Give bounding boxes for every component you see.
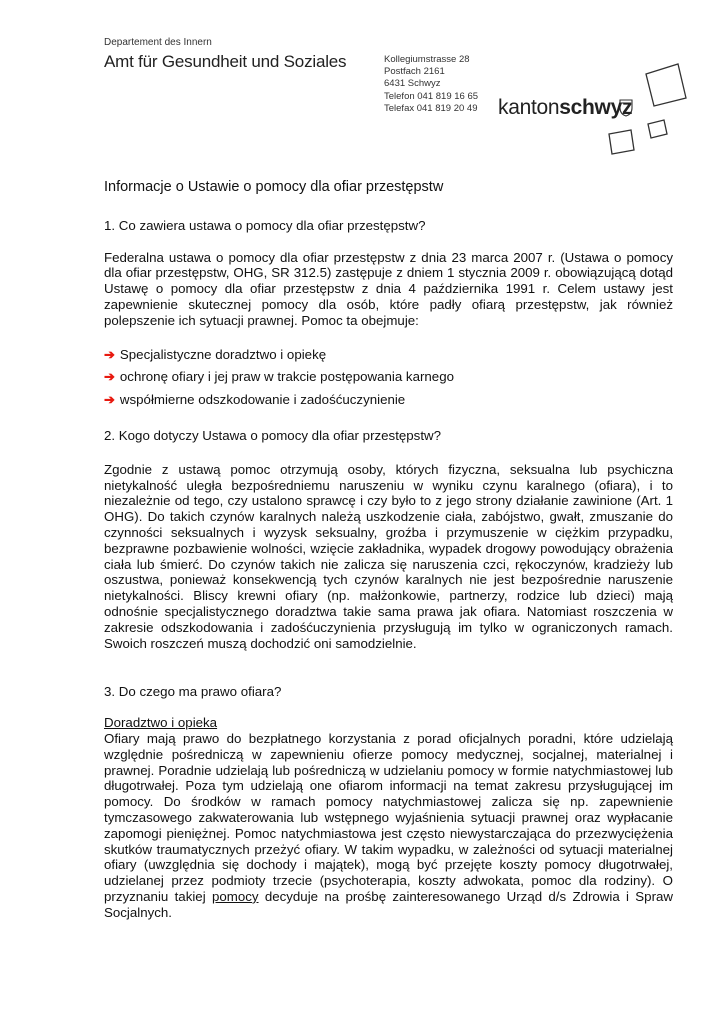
address-city: 6431 Schwyz: [384, 78, 441, 90]
address-street: Kollegiumstrasse 28: [384, 54, 470, 65]
document-title: Informacje o Ustawie o pomocy dla ofiar przestępstw: [104, 179, 444, 195]
list-item: [104, 369, 673, 385]
section3-question: 3. Do czego ma prawo ofiara?: [104, 684, 282, 700]
address-phone: Telefon 041 819 16 65: [384, 90, 479, 102]
list-item-text: współmierne odszkodowanie i zadośćuczynienie: [119, 392, 406, 408]
benefits-list: [104, 347, 673, 408]
list-item: [104, 347, 673, 363]
section1-text: Federalna ustawa o pomocy dla ofiar przestępstw z dnia 23 marca 2007 r. (Ustawa o pomocy dla ofiar przestępstw, OHG, SR 312.5) zastępuje z dniem 1 stycznia 2009 r. obowiązującą dotąd Ustawę o pomocy dla ofiar przestępstw z dnia 4 października 1991 r. Celem ustawy jest zapewnienie skutecznej pomocy dla osób, które padły ofiarą przestępstw, jak również polepszenie ich sytuacji prawnej. Pomoc ta obejmuje:: [104, 249, 673, 328]
section3-text: [104, 731, 673, 921]
section2-question: 2. Kogo dotyczy Ustawa o pomocy dla ofiar przestępstw?: [104, 427, 442, 443]
arrow-right-icon: ➔: [104, 369, 115, 385]
pomocy-link[interactable]: pomocy: [211, 888, 259, 904]
list-item-text: ochronę ofiary i jej praw w trakcie postępowania karnego: [119, 369, 454, 385]
canton-logo-wordmark: [498, 96, 632, 120]
arrow-right-icon: ➔: [104, 392, 115, 408]
arrow-right-icon: ➔: [104, 346, 115, 362]
address-postbox: Postfach 2161: [384, 66, 445, 78]
section2-text: Zgodnie z ustawą pomoc otrzymują osoby, których fizyczna, seksualna lub psychiczna nietykalność uległa bezpośredniemu naruszeniu w wyniku czynu karalnego (ofiara), i to niezależnie od tego, czy ustalono sprawcę i czy było to z jego strony działanie zawinione (Art. 1 OHG). Do takich czynów karalnych należą uszkodzenie ciała, zabójstwo, gwałt, zmuszanie do czynności seksualnych i wyzysk seksualny, groźba i przymuszenie w ciężkim przypadku, bezprawne pozbawienie wolności, wzięcie zakładnika, wypadek drogowy powodujący obrażenia ciała lub śmierć. Do czynów takich nie zalicza się naruszenia czci, rękoczynów, kradzieży lub oszustwa, ponieważ konsekwencją tych czynów karalnych nie jest bezpośrednie naruszenie nietykalności. Bliscy krewni ofiary (np. małżonkowie, partnerzy, rodzice lub dzieci) mają odnośnie specjalistycznego doradztwa takie sama prawa jak ofiara. Natomiast roszczenia w zakresie odszkodowania i zadośćuczynienia przysługują im tylko w ograniczonych ramach. Swoich roszczeń muszą dochodzić oni samodzielnie.: [104, 461, 673, 651]
logo-text-light: kanton: [498, 96, 560, 119]
document-body: [104, 180, 673, 920]
office-name: Amt für Gesundheit und Soziales: [104, 52, 347, 71]
section1-question: 1. Co zawiera ustawa o pomocy dla ofiar przestępstw?: [104, 217, 426, 233]
section3-text-after: decyduje na prośbę zainteresowanego Urząd d/s Zdrowia i Spraw Socjalnych.: [104, 888, 673, 920]
section3-text-before: Ofiary mają prawo do bezpłatnego korzystania z porad oficjalnych poradni, które udzielają względnie pośredniczą w zapewnieniu ofierze pomocy medycznej, socjalnej, materialnej i prawnej. Poradnie udzielają lub pośredniczą w udzielaniu pomocy w formie natychmiastowej lub długotrwałej. Poza tym udzielają one ofiarom informacji na temat zakresu przysługującej im pomocy. Do środków w ramach pomocy natychmiastowej zalicza się np. zapewnienie tymczasowego zakwaterowania lub wstępnego wyjaśnienia sytuacji prawnej oraz wypłacanie zapomogi pieniężnej. Pomoc natychmiastowa jest często niewystarczająca do przezwyciężenia skutków traumatycznych przeżyć ofiary. W takim wypadku, w zależności od sytuacji materialnej ofiary (uwzględnia się dochody i majątek), mogą być przejęte koszty pomocy długotrwałej, udzielanej przez podmioty trzecie (psychoterapia, koszty adwokata, pomoc dla rodziny). O przyznaniu takiej: [104, 730, 673, 904]
section3-subheading: Doradztwo i opieka: [104, 715, 218, 731]
address-block: [384, 54, 478, 115]
list-item-text: Specjalistyczne doradztwo i opiekę: [119, 346, 327, 362]
logo-text-bold: schwyz: [559, 96, 633, 119]
logo-square-large: [646, 64, 686, 106]
department-name: Departement des Innern: [104, 37, 212, 48]
logo-square-bottom-right: [648, 120, 667, 138]
address-fax: Telefax 041 819 20 49: [384, 102, 478, 114]
list-item: [104, 392, 673, 408]
logo-square-bottom-left: [609, 130, 634, 154]
